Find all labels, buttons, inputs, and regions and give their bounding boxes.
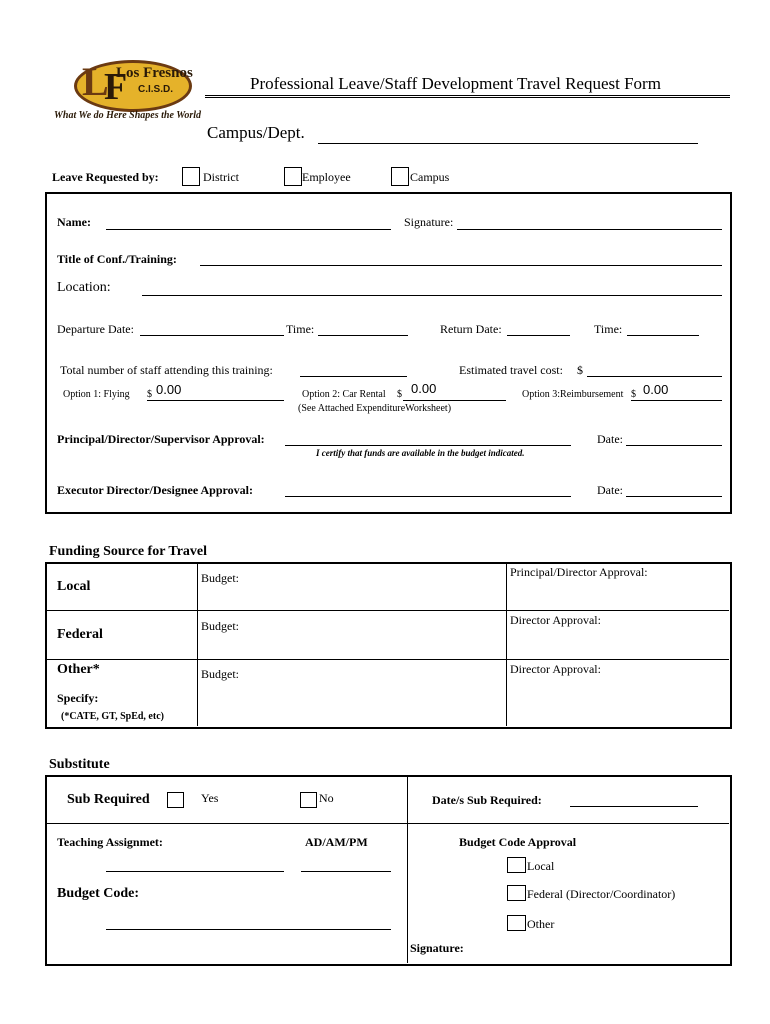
form-title: Professional Leave/Staff Development Travel Request Form: [250, 74, 661, 93]
certify-note: I certify that funds are available in the budget indicated.: [316, 448, 525, 458]
campus-option-label: Campus: [410, 170, 450, 184]
travel-cost-label: Estimated travel cost:: [459, 363, 563, 377]
return-time-field[interactable]: [627, 335, 699, 336]
substitute-heading: Substitute: [49, 757, 110, 772]
logo-letter-f: F: [104, 66, 128, 108]
substitute-divider: [407, 776, 408, 963]
campus-checkbox[interactable]: [391, 167, 409, 186]
principal-date-label: Date:: [597, 432, 623, 446]
staff-count-field[interactable]: [300, 376, 407, 377]
funding-other-label: Other*: [57, 662, 100, 677]
signature-field[interactable]: [457, 229, 722, 230]
sub-required-label: Sub Required: [67, 792, 150, 807]
executor-date-label: Date:: [597, 483, 623, 497]
executor-date-field[interactable]: [626, 496, 722, 497]
budget-code-label: Budget Code:: [57, 886, 140, 901]
departure-time-field[interactable]: [318, 335, 408, 336]
name-label: Name:: [57, 215, 91, 229]
approval-other-label: Other: [527, 917, 555, 931]
location-label: Location:: [57, 280, 111, 295]
logo-letter-l: L: [82, 59, 109, 104]
principal-date-field[interactable]: [626, 445, 722, 446]
staff-count-label: Total number of staff attending this training:: [60, 363, 273, 377]
option3-amount[interactable]: 0.00: [643, 382, 669, 397]
funding-federal-label: Federal: [57, 627, 103, 642]
funding-federal-approval[interactable]: Director Approval:: [510, 613, 601, 627]
teaching-assignment-label: Teaching Assignmet:: [57, 835, 163, 849]
executor-approval-field[interactable]: [285, 496, 571, 497]
approval-local-checkbox[interactable]: [507, 857, 526, 873]
approval-federal-label: Federal (Director/Coordinator): [527, 887, 676, 901]
budget-code-field[interactable]: [106, 929, 391, 930]
funding-heading: Funding Source for Travel: [49, 544, 208, 559]
option3-field: [631, 400, 722, 401]
departure-date-field[interactable]: [140, 335, 284, 336]
travel-cost-currency: $: [577, 363, 583, 377]
request-details-box: [45, 192, 732, 514]
teaching-assignment-field[interactable]: [106, 871, 284, 872]
funding-other-budget[interactable]: Budget:: [201, 667, 239, 681]
return-date-field[interactable]: [507, 335, 570, 336]
option1-amount[interactable]: 0.00: [156, 382, 182, 397]
principal-approval-label: Principal/Director/Supervisor Approval:: [57, 432, 265, 446]
option2-field: [403, 400, 506, 401]
title-rule: [205, 95, 730, 98]
leave-requested-label: Leave Requested by:: [52, 170, 159, 184]
return-date-label: Return Date:: [440, 322, 502, 336]
signature-label: Signature:: [404, 215, 454, 229]
adampm-label: AD/AM/PM: [305, 835, 368, 849]
funding-local-budget[interactable]: Budget:: [201, 571, 239, 585]
name-field[interactable]: [106, 229, 391, 230]
sub-required-yes-checkbox[interactable]: [167, 792, 184, 808]
funding-divider-2: [506, 563, 507, 726]
logo-cisd: C.I.S.D.: [138, 84, 174, 95]
option3-currency: $: [631, 389, 636, 400]
executor-approval-label: Executor Director/Designee Approval:: [57, 483, 253, 497]
employee-checkbox[interactable]: [284, 167, 302, 186]
sub-required-yes-label: Yes: [201, 791, 219, 805]
district-checkbox[interactable]: [182, 167, 200, 186]
employee-option-label: Employee: [302, 170, 351, 184]
funding-divider-1: [197, 563, 198, 726]
funding-federal-budget[interactable]: Budget:: [201, 619, 239, 633]
departure-time-label: Time:: [286, 322, 315, 336]
funding-row-rule-2: [46, 659, 729, 660]
district-logo: [52, 58, 202, 124]
option2-amount[interactable]: 0.00: [411, 381, 437, 396]
funding-specify-note: (*CATE, GT, SpEd, etc): [61, 711, 164, 722]
return-time-label: Time:: [594, 322, 623, 336]
option3-label: Option 3:Reimbursement: [522, 389, 624, 400]
option1-label: Option 1: Flying: [63, 389, 130, 400]
option1-field: [147, 400, 284, 401]
funding-specify-label[interactable]: Specify:: [57, 691, 99, 705]
sub-required-no-checkbox[interactable]: [300, 792, 317, 808]
training-title-label: Title of Conf./Training:: [57, 252, 177, 266]
campus-field[interactable]: [318, 143, 698, 144]
funding-row-rule-1: [46, 610, 729, 611]
substitute-row-rule: [46, 823, 729, 824]
budget-code-approval-heading: Budget Code Approval: [459, 835, 577, 849]
approval-signature-label[interactable]: Signature:: [410, 941, 464, 955]
funding-local-label: Local: [57, 579, 91, 594]
departure-date-label: Departure Date:: [57, 322, 134, 336]
option2-label: Option 2: Car Rental: [302, 389, 386, 400]
funding-other-approval[interactable]: Director Approval:: [510, 662, 601, 676]
travel-cost-field[interactable]: [587, 376, 722, 377]
approval-federal-checkbox[interactable]: [507, 885, 526, 901]
option1-currency: $: [147, 389, 152, 400]
logo-name: Los Fresnos: [116, 65, 193, 81]
campus-label: Campus/Dept.: [207, 123, 305, 142]
training-title-field[interactable]: [200, 265, 722, 266]
funding-table: [45, 562, 732, 729]
district-option-label: District: [203, 170, 239, 184]
sub-required-no-label: No: [319, 791, 334, 805]
funding-local-approval[interactable]: Principal/Director Approval:: [510, 565, 648, 579]
sub-dates-label: Date/s Sub Required:: [432, 793, 542, 807]
approval-local-label: Local: [527, 859, 555, 873]
sub-dates-field[interactable]: [570, 806, 698, 807]
principal-approval-field[interactable]: [285, 445, 571, 446]
option2-note: (See Attached ExpenditureWorksheet): [298, 403, 452, 414]
option2-currency: $: [397, 389, 402, 400]
location-field[interactable]: [142, 295, 722, 296]
adampm-field[interactable]: [301, 871, 391, 872]
logo-tagline: What We do Here Shapes the World: [54, 110, 202, 121]
approval-other-checkbox[interactable]: [507, 915, 526, 931]
